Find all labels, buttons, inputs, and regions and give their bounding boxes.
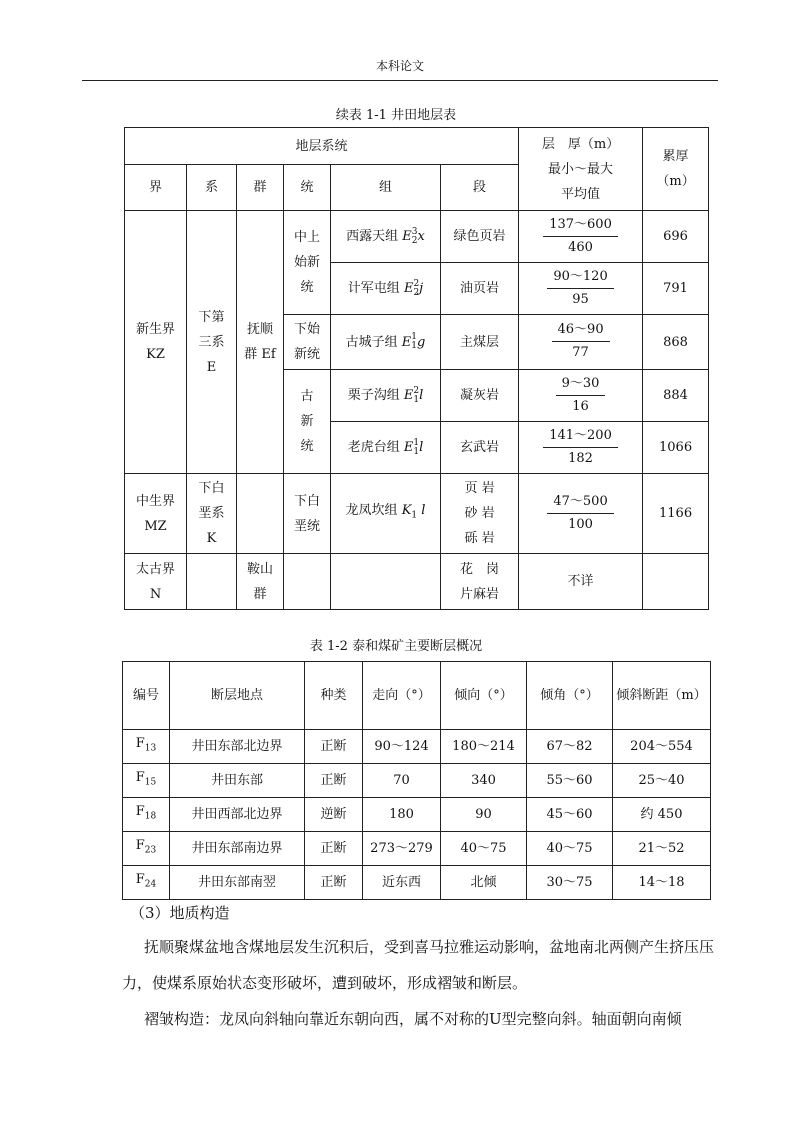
thickness-cell: 不详 bbox=[519, 554, 643, 610]
fault-dip-direction: 340 bbox=[441, 764, 527, 798]
fault-strike: 90～124 bbox=[363, 730, 441, 764]
header-formation: 组 bbox=[331, 165, 441, 211]
page-header: 本科论文 bbox=[82, 58, 718, 81]
member-cell: 绿色页岩 bbox=[441, 211, 519, 263]
erathem-kz: 新生界 KZ bbox=[125, 211, 187, 474]
fault-throw: 14～18 bbox=[613, 866, 711, 900]
system-e: 下第 三系 E bbox=[187, 211, 237, 474]
erathem-n: 太古界 N bbox=[125, 554, 187, 610]
series-lower-cretaceous: 下白 垩统 bbox=[284, 474, 331, 554]
fault-dip-angle: 67～82 bbox=[527, 730, 613, 764]
fault-strike: 70 bbox=[363, 764, 441, 798]
fault-id: $F_{13}$ bbox=[123, 730, 170, 764]
header-throw: 倾斜断距（m） bbox=[613, 662, 711, 730]
header-dip-direction: 倾向（°） bbox=[441, 662, 527, 730]
fault-strike: 273～279 bbox=[363, 832, 441, 866]
member-cell: 花 岗 片麻岩 bbox=[441, 554, 519, 610]
fault-dip-angle: 40～75 bbox=[527, 832, 613, 866]
fault-id: $F_{23}$ bbox=[123, 832, 170, 866]
thickness-cell: $\frac{90\sim 120}{95}$ bbox=[519, 263, 643, 315]
group-ef: 抚顺 群 Ef bbox=[237, 211, 284, 474]
header-place: 断层地点 bbox=[170, 662, 305, 730]
fault-place: 井田东部北边界 bbox=[170, 730, 305, 764]
table-row bbox=[123, 764, 711, 798]
formation-cell: 西露天组 E 3 2 x bbox=[331, 211, 441, 263]
table2-caption: 表 1-2 泰和煤矿主要断层概况 bbox=[309, 639, 483, 654]
group-empty bbox=[237, 474, 284, 554]
body-paragraph-2: 褶皱构造：龙凤向斜轴向靠近东朝向西，属不对称的U型完整向斜。轴面朝向南倾 bbox=[144, 1010, 682, 1028]
fault-throw: 204～554 bbox=[613, 730, 711, 764]
cumulative-cell: 884 bbox=[643, 370, 709, 422]
table-row bbox=[123, 832, 711, 866]
table-row bbox=[123, 730, 711, 764]
fault-throw: 21～52 bbox=[613, 832, 711, 866]
system-empty bbox=[187, 554, 237, 610]
member-cell: 油页岩 bbox=[441, 263, 519, 315]
thickness-cell: $\frac{46\sim 90}{77}$ bbox=[519, 315, 643, 370]
section-heading: （3）地质构造 bbox=[130, 904, 230, 922]
header-system-col: 系 bbox=[187, 165, 237, 211]
fault-type: 逆断 bbox=[305, 798, 363, 832]
fault-type: 正断 bbox=[305, 866, 363, 900]
thickness-cell: $\frac{137\sim 600}{460}$ bbox=[519, 211, 643, 263]
faults-table bbox=[122, 661, 711, 900]
cumulative-cell: 868 bbox=[643, 315, 709, 370]
erathem-mz: 中生界 MZ bbox=[125, 474, 187, 554]
formation-empty bbox=[331, 554, 441, 610]
fault-place: 井田东部南边界 bbox=[170, 832, 305, 866]
fault-strike: 近东西 bbox=[363, 866, 441, 900]
header-strike: 走向（°） bbox=[363, 662, 441, 730]
table-row bbox=[123, 866, 711, 900]
fault-type: 正断 bbox=[305, 764, 363, 798]
table-row bbox=[123, 798, 711, 832]
fault-dip-direction: 北倾 bbox=[441, 866, 527, 900]
fault-dip-angle: 55～60 bbox=[527, 764, 613, 798]
fault-strike: 180 bbox=[363, 798, 441, 832]
table1-caption: 续表 1-1 井田地层表 bbox=[335, 108, 457, 123]
cumulative-cell: 1166 bbox=[643, 474, 709, 554]
member-cell: 凝灰岩 bbox=[441, 370, 519, 422]
header-dip-angle: 倾角（°） bbox=[527, 662, 613, 730]
fault-id: $F_{24}$ bbox=[123, 866, 170, 900]
fault-throw: 约 450 bbox=[613, 798, 711, 832]
header-group: 群 bbox=[237, 165, 284, 211]
fault-place: 井田东部 bbox=[170, 764, 305, 798]
thickness-cell: $\frac{141\sim 200}{182}$ bbox=[519, 422, 643, 474]
series-lower-eocene: 下始 新统 bbox=[284, 315, 331, 370]
system-k: 下白 垩系 K bbox=[187, 474, 237, 554]
header-system: 地层系统 bbox=[125, 128, 519, 165]
member-cell: 页 岩 砂 岩 砾 岩 bbox=[441, 474, 519, 554]
cumulative-cell: 1066 bbox=[643, 422, 709, 474]
body-paragraph-1: 抚顺聚煤盆地含煤地层发生沉积后，受到喜马拉雅运动影响，盆地南北两侧产生挤压压力，使煤系原始状态变形破坏，遭到破坏，形成褶皱和断层。 bbox=[122, 938, 715, 992]
fault-type: 正断 bbox=[305, 832, 363, 866]
header-thickness: 层 厚（m） 最小～最大 平均值 bbox=[519, 128, 643, 211]
series-middle-upper-eocene: 中上 始新 统 bbox=[284, 211, 331, 315]
formation-cell: 老虎台组 E 1 1 l bbox=[331, 422, 441, 474]
fault-id: $F_{15}$ bbox=[123, 764, 170, 798]
formation-cell: 龙凤坎组 $K_1$ l bbox=[331, 474, 441, 554]
fault-dip-direction: 90 bbox=[441, 798, 527, 832]
fault-place: 井田西部北边界 bbox=[170, 798, 305, 832]
member-cell: 主煤层 bbox=[441, 315, 519, 370]
fault-id: $F_{18}$ bbox=[123, 798, 170, 832]
header-cumulative: 累厚 （m） bbox=[643, 128, 709, 211]
fault-throw: 25～40 bbox=[613, 764, 711, 798]
formation-cell: 古城子组 E 1 1 g bbox=[331, 315, 441, 370]
stratigraphy-table bbox=[124, 127, 709, 610]
fault-dip-direction: 40～75 bbox=[441, 832, 527, 866]
header-type: 种类 bbox=[305, 662, 363, 730]
header-series: 统 bbox=[284, 165, 331, 211]
series-paleocene: 古 新 统 bbox=[284, 370, 331, 474]
header-member: 段 bbox=[441, 165, 519, 211]
member-cell: 玄武岩 bbox=[441, 422, 519, 474]
formation-cell: 栗子沟组 E 2 1 l bbox=[331, 370, 441, 422]
fault-dip-angle: 45～60 bbox=[527, 798, 613, 832]
cumulative-cell: 696 bbox=[643, 211, 709, 263]
group-anshan: 鞍山 群 bbox=[237, 554, 284, 610]
header-id: 编号 bbox=[123, 662, 170, 730]
fault-dip-angle: 30～75 bbox=[527, 866, 613, 900]
fault-type: 正断 bbox=[305, 730, 363, 764]
thickness-cell: $\frac{9\sim 30}{16}$ bbox=[519, 370, 643, 422]
header-erathem: 界 bbox=[125, 165, 187, 211]
cumulative-empty bbox=[643, 554, 709, 610]
formation-cell: 计军屯组 E 2 2 j bbox=[331, 263, 441, 315]
fault-place: 井田东部南翌 bbox=[170, 866, 305, 900]
cumulative-cell: 791 bbox=[643, 263, 709, 315]
fault-dip-direction: 180～214 bbox=[441, 730, 527, 764]
series-empty bbox=[284, 554, 331, 610]
thickness-cell: $\frac{47\sim 500}{100}$ bbox=[519, 474, 643, 554]
